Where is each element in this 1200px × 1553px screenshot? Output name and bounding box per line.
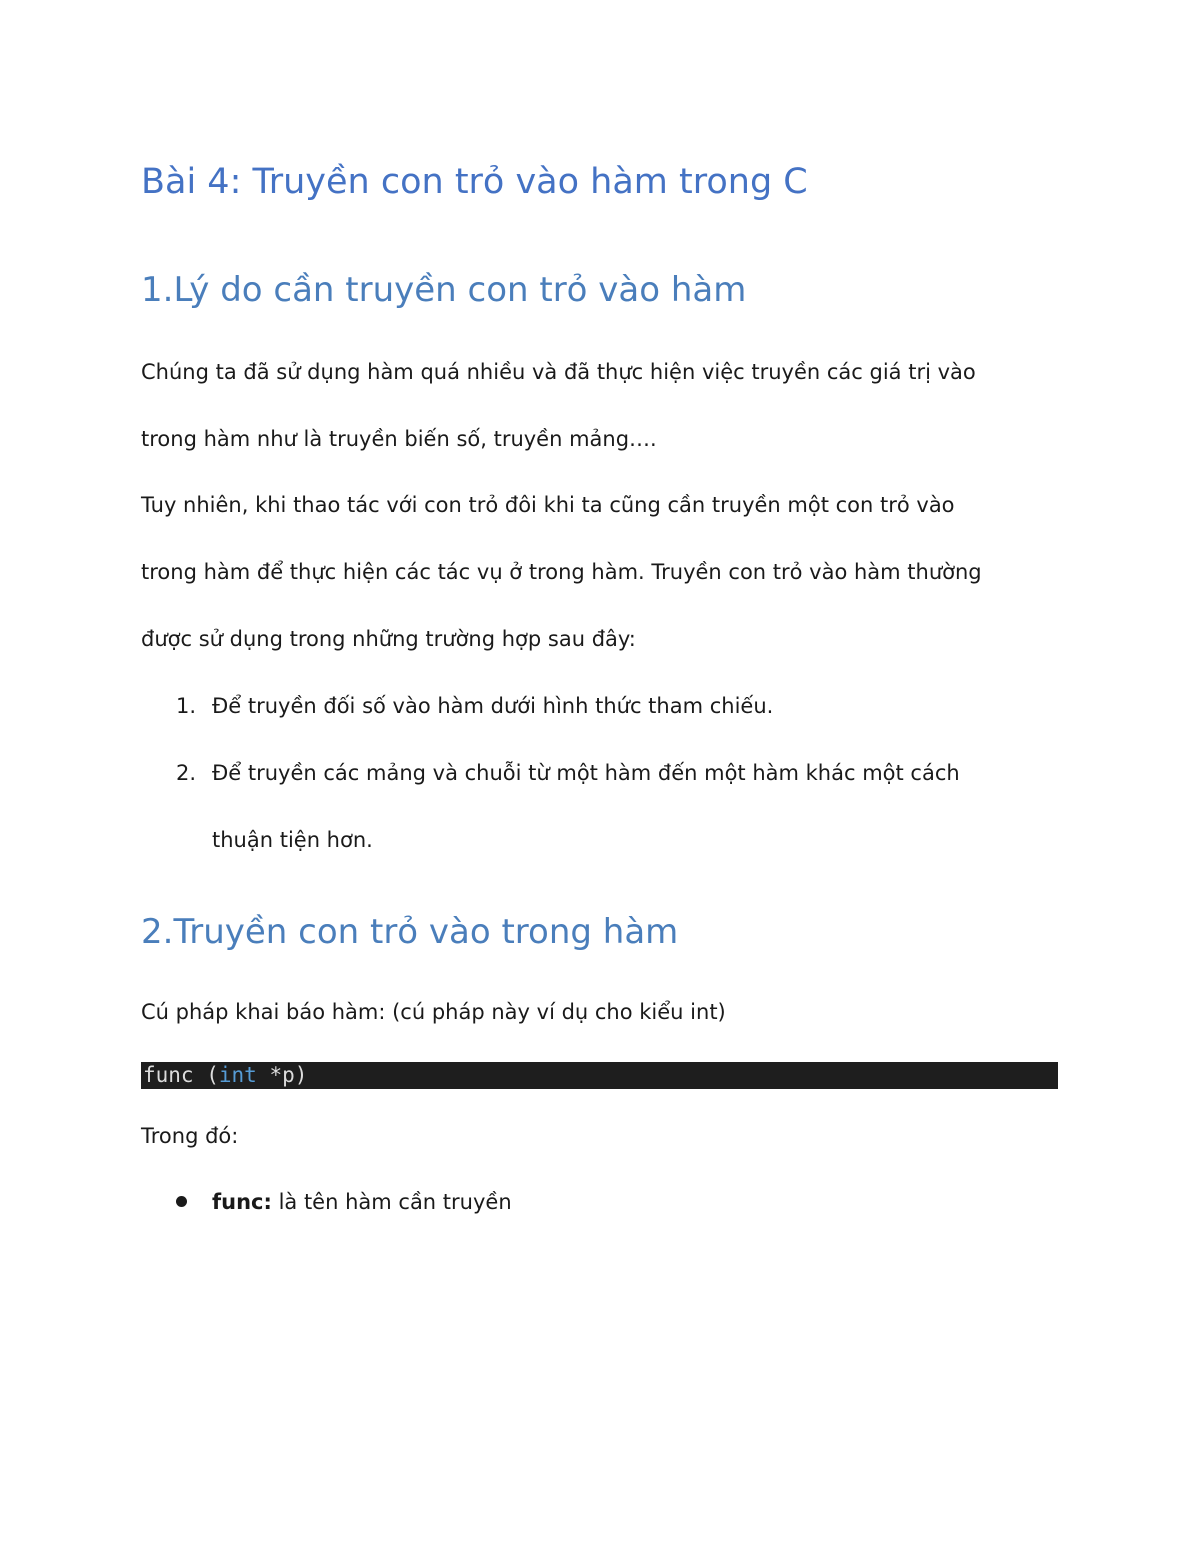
code-keyword-int: int: [218, 1063, 257, 1087]
section-1-paragraph-1-line-1: Chúng ta đã sử dụng hàm quá nhiều và đã thực hiện việc truyền các giá trị vào: [141, 360, 976, 384]
list-item-2-text-line-2: thuận tiện hơn.: [212, 828, 373, 852]
section-2-heading: 2.Truyền con trỏ vào trong hàm: [141, 912, 679, 952]
code-param-part: *p): [256, 1063, 308, 1087]
code-block: [141, 1062, 1058, 1089]
section-1-paragraph-2-line-1: Tuy nhiên, khi thao tác với con trỏ đôi khi ta cũng cần truyền một con trỏ vào: [141, 493, 955, 517]
list-item-2-number: 2.: [176, 761, 197, 785]
list-item-1-text: Để truyền đối số vào hàm dưới hình thức tham chiếu.: [212, 694, 774, 718]
section-1-paragraph-2-line-3: được sử dụng trong những trường hợp sau đây:: [141, 627, 636, 651]
syntax-intro: Cú pháp khai báo hàm: (cú pháp này ví dụ cho kiểu int): [141, 1000, 726, 1024]
bullet-term: func:: [212, 1190, 272, 1214]
code-func-part: func (: [143, 1063, 219, 1087]
section-1-paragraph-2-line-2: trong hàm để thực hiện các tác vụ ở trong hàm. Truyền con trỏ vào hàm thường: [141, 560, 982, 584]
section-1-paragraph-1-line-2: trong hàm như là truyền biến số, truyền mảng….: [141, 427, 657, 451]
list-item-1-number: 1.: [176, 694, 197, 718]
bullet-description: là tên hàm cần truyền: [271, 1190, 512, 1214]
list-item-2-text-line-1: Để truyền các mảng và chuỗi từ một hàm đến một hàm khác một cách: [212, 761, 960, 785]
bullet-dot-icon: [176, 1196, 187, 1207]
bullet-item-1: [212, 1188, 512, 1216]
where-label: Trong đó:: [141, 1124, 239, 1148]
document-title: Bài 4: Truyền con trỏ vào hàm trong C: [141, 162, 808, 202]
section-1-heading: 1.Lý do cần truyền con trỏ vào hàm: [141, 270, 747, 310]
